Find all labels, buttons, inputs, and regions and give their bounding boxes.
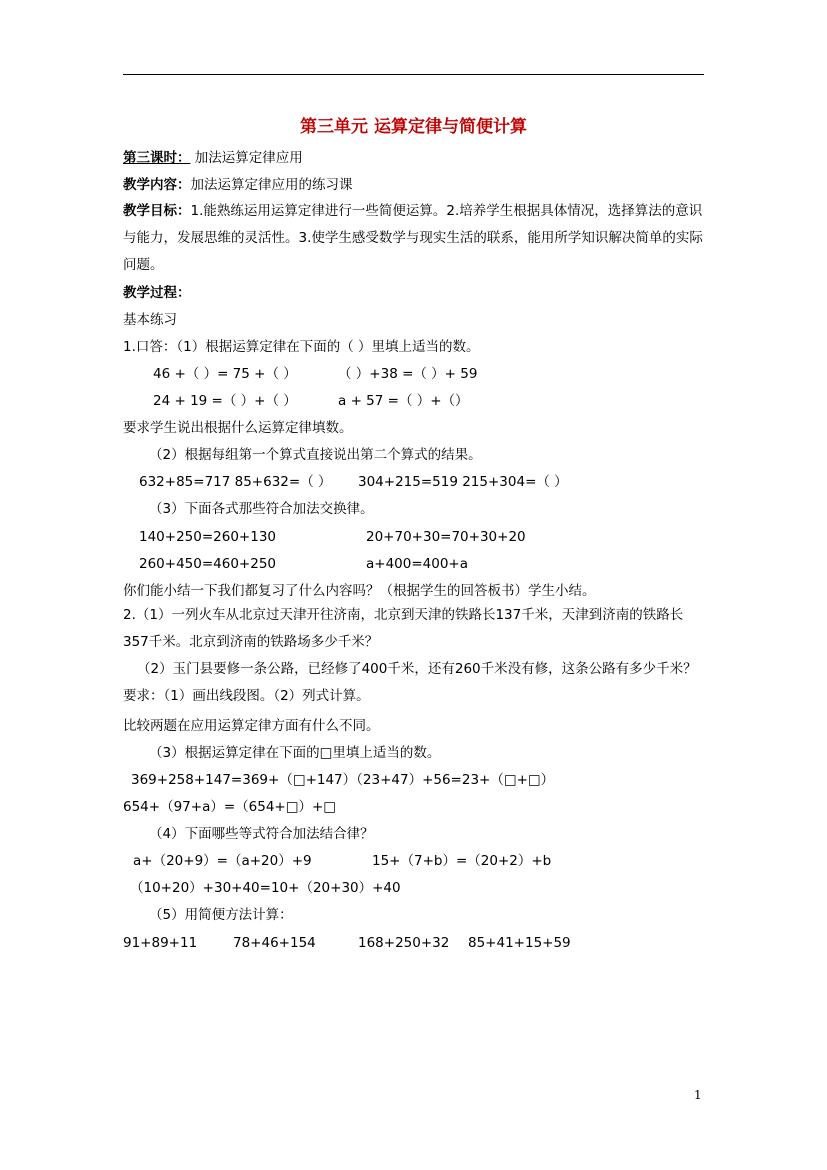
question-1-2: （2）根据每组第一个算式直接说出第二个算式的结果。 <box>149 447 482 463</box>
content-label: 教学内容： <box>123 177 191 193</box>
goals-text: 1.能熟练运用运算定律进行一些简便运算。2.培养学生根据具体情况，选择算法的意识与能力，发展思维的灵活性。3.使学生感受数学与现实生活的联系，能用所学知识解决简单的实际问题。 <box>123 203 703 273</box>
q1-equation-1: 46 +（ ）= 75 +（ ） <box>153 366 297 382</box>
question-2-2: （2）玉门县要修一条公路，已经修了400千米，还有260千米没有修，这条公路有多少千米？ 要求：（1）画出线段图。（2）列式计算。 <box>123 661 715 704</box>
q1-equation-3: 24 + 19 =（ ）+（ ） <box>153 393 297 409</box>
calc-item: 85+41+15+59 <box>468 935 571 951</box>
compare-line: 比较两题在应用运算定律方面有什么不同。 <box>123 718 380 734</box>
q2-3-expr-b: 654+（97+a）=（654+□）+□ <box>123 799 337 815</box>
question-2-5: （5）用简便方法计算： <box>149 907 293 923</box>
question-2: 2.（1）一列火车从北京过天津开往济南，北京到天津的铁路长137千米，天津到济南的铁路长357千米。北京到济南的铁路场多少千米？ <box>123 607 684 650</box>
content-value: 加法运算定律应用的练习课 <box>190 177 353 193</box>
q1-3-expr-d: a+400=400+a <box>366 556 469 572</box>
q2-4-expr-b: 15+（7+b）=（20+2）+b <box>372 853 552 869</box>
header-rule <box>123 74 704 75</box>
lesson-line <box>123 148 303 168</box>
q1-requirement: 要求学生说出根据什么运算定律填数。 <box>123 420 353 436</box>
q1-2-expr-b: 304+215=519 215+304=（ ） <box>358 474 568 490</box>
question-2-4: （4）下面哪些等式符合加法结合律？ <box>149 826 374 842</box>
page-title: 第三单元 运算定律与简便计算 <box>300 117 527 137</box>
goals-paragraph <box>123 198 705 279</box>
q1-2-expr-a: 632+85=717 85+632=（ ） <box>139 474 332 490</box>
q2-4-expr-a: a+（20+9）=（a+20）+9 <box>133 853 312 869</box>
q2-3-expr-a: 369+258+147=369+（□+147）（23+47）+56=23+（□+□） <box>131 772 555 788</box>
basic-practice: 基本练习 <box>123 312 177 328</box>
process-label: 教学过程： <box>123 285 191 301</box>
question-1-3: （3）下面各式那些符合加法交换律。 <box>149 501 374 517</box>
page-number: 1 <box>694 1088 702 1102</box>
question-2-3: （3）根据运算定律在下面的□里填上适当的数。 <box>149 745 441 761</box>
lesson-value: 加法运算定律应用 <box>194 150 303 166</box>
q1-3-expr-c: 260+450=460+250 <box>139 556 277 572</box>
q1-3-expr-b: 20+70+30=70+30+20 <box>366 529 526 545</box>
calc-item: 78+46+154 <box>233 935 316 951</box>
calc-item: 168+250+32 <box>358 935 450 951</box>
goals-label: 教学目标： <box>123 203 191 219</box>
q2-4-expr-c: （10+20）+30+40=10+（20+30）+40 <box>130 880 401 896</box>
question-1: 1.口答：（1）根据运算定律在下面的（ ）里填上适当的数。 <box>123 339 480 355</box>
lesson-label: 第三课时： <box>123 150 191 166</box>
q1-equation-4: a + 57 =（ ）+（） <box>338 393 469 409</box>
summary-line: 你们能小结一下我们都复习了什么内容吗？（根据学生的回答板书）学生小结。 <box>123 583 596 599</box>
q1-equation-2: （ ）+38 =（ ）+ 59 <box>338 366 478 382</box>
q1-3-expr-a: 140+250=260+130 <box>139 529 277 545</box>
calc-item: 91+89+11 <box>123 935 198 951</box>
content-line <box>123 175 353 195</box>
